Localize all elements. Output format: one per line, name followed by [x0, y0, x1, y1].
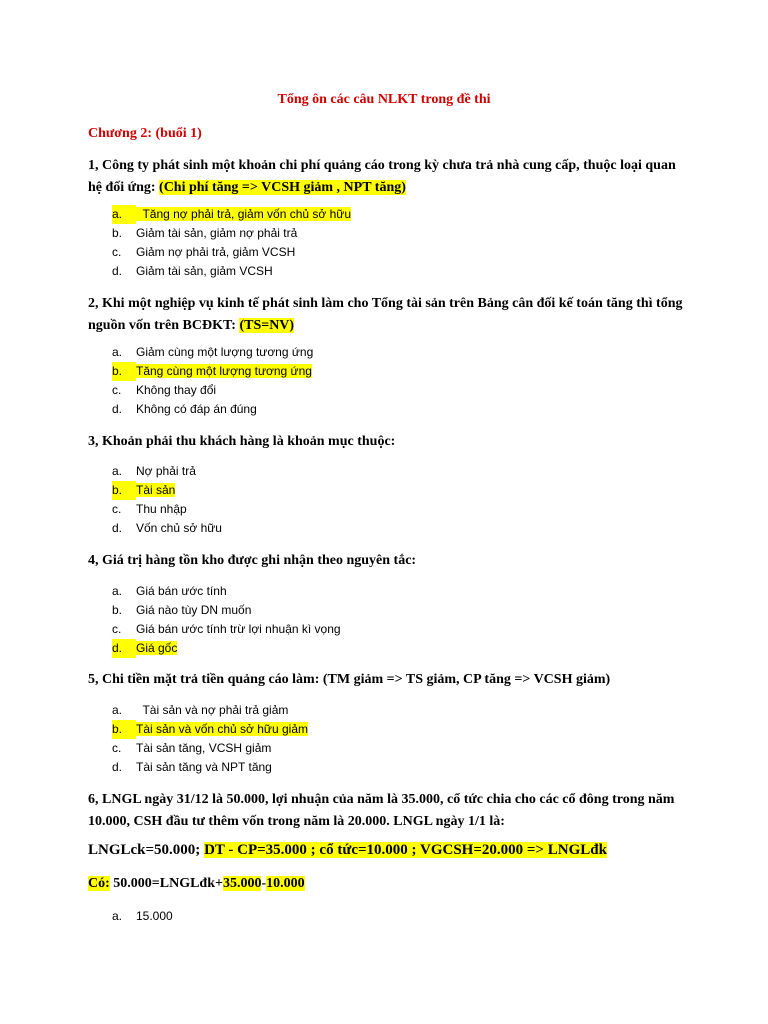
question-4-text: 4, Giá trị hàng tồn kho được ghi nhận theo nguyên tắc:: [88, 553, 417, 568]
question-5-options: [112, 701, 308, 777]
question-3-options: [112, 462, 222, 538]
calc-line-2: Có: 50.000=LNGLđk+35.000-10.000: [88, 876, 305, 891]
chapter-heading: Chương 2: (buổi 1): [88, 126, 202, 141]
option-1b: b. Giảm tài sản, giảm nợ phải trả: [112, 226, 298, 240]
option-1d: d. Giảm tài sản, giảm VCSH: [112, 264, 273, 278]
question-6-options: [112, 907, 173, 926]
option-5d: d. Tài sản tăng và NPT tăng: [112, 760, 272, 774]
calc-line-1: LNGLck=50.000; DT - CP=35.000 ; cổ tức=10.000 ; VGCSH=20.000 => LNGLđk: [88, 842, 607, 858]
option-3c: c. Thu nhập: [112, 502, 187, 516]
option-3d: d. Vốn chủ sở hữu: [112, 521, 222, 535]
question-2-options: [112, 343, 313, 419]
question-1-hint: (Chi phí tăng => VCSH giảm , NPT tăng): [159, 180, 406, 195]
question-2: [88, 293, 688, 337]
question-1: [88, 155, 688, 199]
question-5-text: 5, Chi tiền mặt trả tiền quảng cáo làm:: [88, 672, 323, 687]
option-3b: b. Tài sản: [112, 481, 222, 500]
question-6: [88, 789, 688, 833]
option-6a: a. 15.000: [112, 909, 173, 923]
question-3-text: 3, Khoản phải thu khách hàng là khoản mục thuộc:: [88, 434, 396, 449]
question-1-text: 1, Công ty phát sinh một khoản chi phí quảng cáo trong kỳ chưa trả nhà cung cấp, thuộc loại quan hệ đối ứng:: [88, 158, 676, 195]
option-4b: b. Giá nào tùy DN muốn: [112, 603, 252, 617]
question-5: [88, 669, 688, 691]
question-2-text: 2, Khi một nghiệp vụ kinh tế phát sinh làm cho Tổng tài sản trên Bảng cân đối kế toán tăng thì tổng nguồn vốn trên BCĐKT:: [88, 296, 683, 333]
option-4a: a. Giá bán ước tính: [112, 584, 227, 598]
question-1-options: [112, 205, 351, 281]
option-3a: a. Nợ phải trả: [112, 464, 196, 478]
question-2-hint: (TS=NV): [239, 318, 295, 333]
option-1c: c. Giảm nợ phải trả, giảm VCSH: [112, 245, 296, 259]
option-2a: a. Giảm cùng một lượng tương ứng: [112, 345, 314, 359]
option-5b: b. Tài sản và vốn chủ sở hữu giảm: [112, 720, 308, 739]
question-4-options: [112, 582, 341, 658]
option-5a: a. Tài sản và nợ phải trả giảm: [112, 703, 289, 717]
option-1a: a. Tăng nợ phải trả, giảm vốn chủ sở hữu: [112, 205, 351, 224]
option-2c: c. Không thay đổi: [112, 383, 217, 397]
question-6-text: 6, LNGL ngày 31/12 là 50.000, lợi nhuận của năm là 35.000, cổ tức chia cho các cổ đông trong năm 10.000, CSH đầu tư thêm vốn trong năm là 20.000. LNGL ngày 1/1 là:: [88, 792, 675, 829]
option-2b: b. Tăng cùng một lượng tương ứng: [112, 362, 313, 381]
question-5-hint: (TM giảm => TS giảm, CP tăng => VCSH giảm): [322, 672, 611, 687]
question-4: [88, 550, 688, 572]
option-2d: d. Không có đáp án đúng: [112, 402, 257, 416]
option-5c: c. Tài sản tăng, VCSH giảm: [112, 741, 272, 755]
question-3: [88, 431, 688, 453]
option-4c: c. Giá bán ước tính trừ lợi nhuận kì vọng: [112, 622, 341, 636]
option-4d: d. Giá gốc: [112, 639, 341, 658]
document-title: Tổng ôn các câu NLKT trong đề thi: [277, 92, 491, 107]
